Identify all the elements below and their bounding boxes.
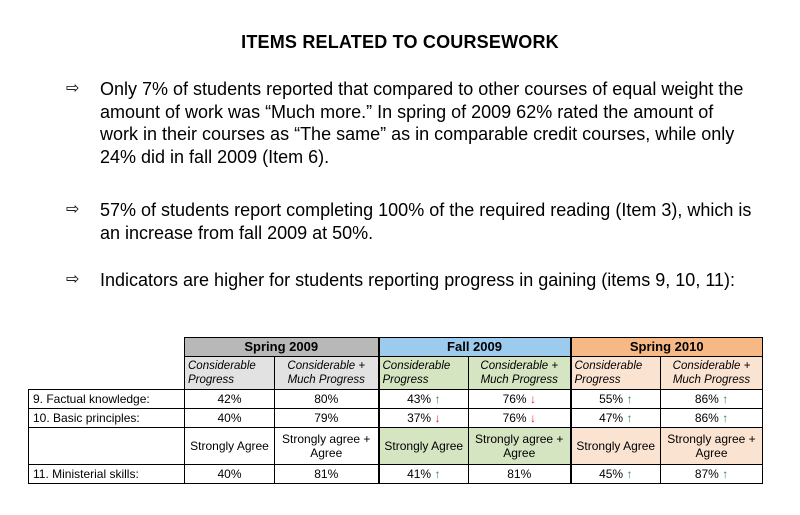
up-arrow-icon: ↑	[626, 392, 633, 406]
value-cell: 80%	[275, 390, 379, 409]
table-blank-cell	[29, 428, 185, 465]
up-arrow-icon: ↑	[722, 411, 729, 425]
value-cell: 55% ↑	[571, 390, 661, 409]
value-cell: 40%	[185, 465, 275, 484]
coursework-table	[28, 337, 763, 484]
arrow-right-outline-icon: ⇨	[66, 271, 80, 288]
sub-header-strongly-agree: Strongly Agree	[185, 428, 275, 465]
down-arrow-icon: ↓	[529, 411, 536, 425]
value-cell: 41% ↑	[379, 465, 469, 484]
arrow-right-outline-icon: ⇨	[66, 201, 80, 218]
down-arrow-icon: ↓	[529, 392, 536, 406]
table-corner	[29, 338, 185, 357]
up-arrow-icon: ↑	[626, 411, 633, 425]
group-header-spring-2009: Spring 2009	[185, 338, 379, 357]
up-arrow-icon: ↑	[626, 467, 633, 481]
up-arrow-icon: ↑	[434, 392, 441, 406]
group-header-fall-2009: Fall 2009	[379, 338, 571, 357]
up-arrow-icon: ↑	[722, 392, 729, 406]
value-cell: 81%	[469, 465, 571, 484]
sub-header-strongly-agree: Strongly Agree	[379, 428, 469, 465]
group-header-row	[29, 338, 763, 357]
value-cell: 81%	[275, 465, 379, 484]
sub-header-row-agree	[29, 428, 763, 465]
value-cell: 76% ↓	[469, 390, 571, 409]
value-cell: 86% ↑	[661, 390, 763, 409]
group-header-spring-2010: Spring 2010	[571, 338, 763, 357]
sub-header-considerable-much: Considerable + Much Progress	[275, 357, 379, 390]
bullet-2-text: 57% of students report completing 100% of the required reading (Item 3), which is an increase from fall 2009 at 50%.	[100, 200, 752, 243]
sub-header-considerable: Considerable Progress	[379, 357, 469, 390]
bullet-1-text: Only 7% of students reported that compared to other courses of equal weight the amount of work was “Much more.” In spring of 2009 62% rated the amount of work in their courses as “The same” as in comparable credit courses, while only 24% did in fall 2009 (Item 6).	[100, 79, 744, 167]
value-cell: 43% ↑	[379, 390, 469, 409]
row-label: 9. Factual knowledge:	[29, 390, 185, 409]
bullet-1	[66, 78, 756, 168]
table-blank-cell	[29, 357, 185, 390]
value-cell: 86% ↑	[661, 409, 763, 428]
value-cell: 40%	[185, 409, 275, 428]
sub-header-strongly-agree-plus-agree: Strongly agree + Agree	[469, 428, 571, 465]
down-arrow-icon: ↓	[434, 411, 441, 425]
value-cell: 87% ↑	[661, 465, 763, 484]
sub-header-strongly-agree-plus-agree: Strongly agree + Agree	[275, 428, 379, 465]
sub-header-considerable-much: Considerable + Much Progress	[661, 357, 763, 390]
up-arrow-icon: ↑	[722, 467, 729, 481]
value-cell: 42%	[185, 390, 275, 409]
value-cell: 45% ↑	[571, 465, 661, 484]
up-arrow-icon: ↑	[434, 467, 441, 481]
slide-title: ITEMS RELATED TO COURSEWORK	[241, 32, 559, 52]
table-row	[29, 465, 763, 484]
row-label: 10. Basic principles:	[29, 409, 185, 428]
bullet-3	[66, 269, 756, 292]
value-cell: 47% ↑	[571, 409, 661, 428]
value-cell: 79%	[275, 409, 379, 428]
sub-header-considerable: Considerable Progress	[185, 357, 275, 390]
sub-header-considerable: Considerable Progress	[571, 357, 661, 390]
value-cell: 76% ↓	[469, 409, 571, 428]
sub-header-strongly-agree-plus-agree: Strongly agree + Agree	[661, 428, 763, 465]
value-cell: 37% ↓	[379, 409, 469, 428]
bullet-3-text: Indicators are higher for students reporting progress in gaining (items 9, 10, 11):	[100, 270, 736, 290]
table-row	[29, 390, 763, 409]
bullet-2	[66, 199, 756, 244]
arrow-right-outline-icon: ⇨	[66, 80, 80, 97]
sub-header-row-progress	[29, 357, 763, 390]
sub-header-strongly-agree: Strongly Agree	[571, 428, 661, 465]
table-row	[29, 409, 763, 428]
row-label: 11. Ministerial skills:	[29, 465, 185, 484]
sub-header-considerable-much: Considerable + Much Progress	[469, 357, 571, 390]
